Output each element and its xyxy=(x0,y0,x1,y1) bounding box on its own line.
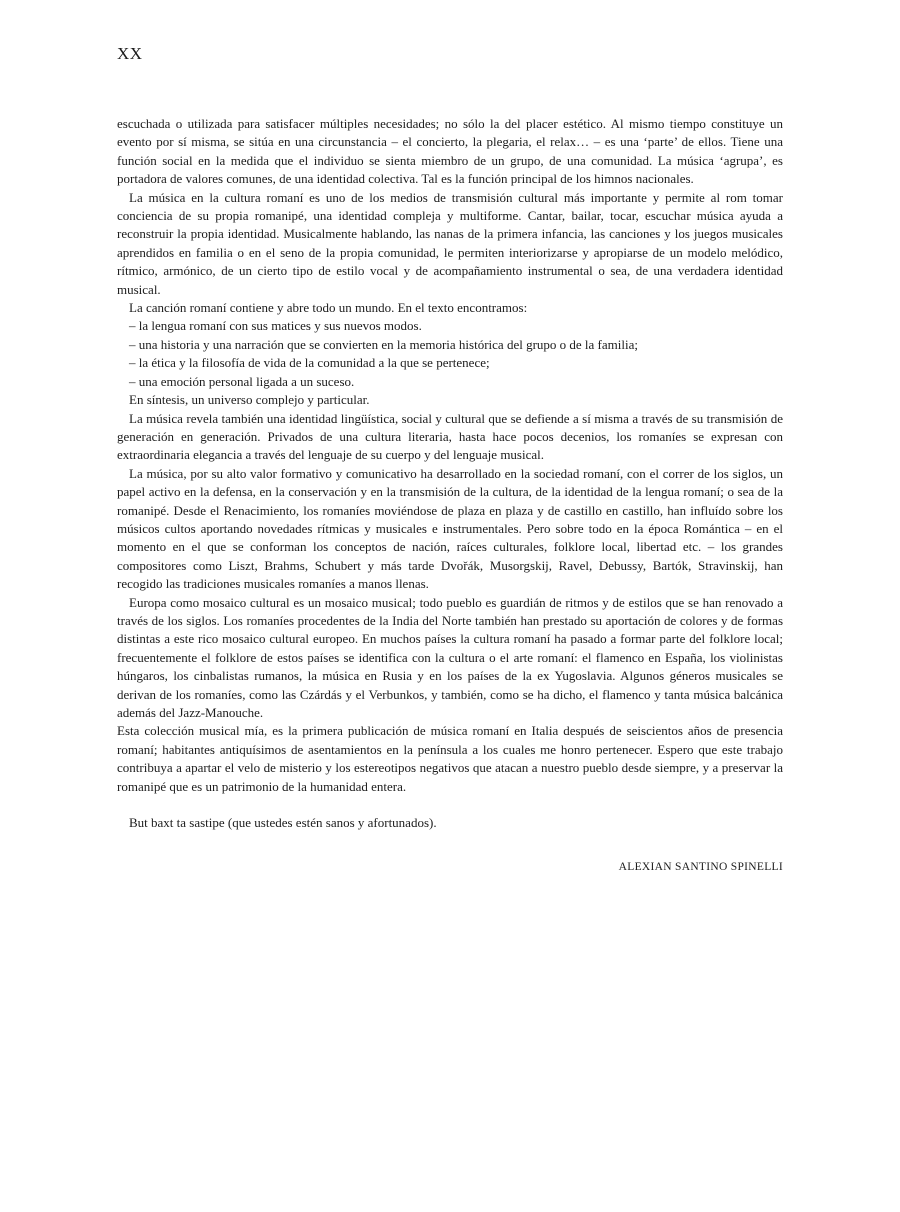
list-item: – la ética y la filosofía de vida de la comunidad a la que se pertenece; xyxy=(129,355,490,371)
paragraph-synthesis: En síntesis, un universo complejo y particular. xyxy=(129,392,370,408)
paragraph-collection: Esta colección musical mía, es la primera publicación de música romaní en Italia después de seiscientos años de presencia romaní; habitantes antiquísimos de asentamientos en la península a los cuales me honro pertenecer. Espero que este trabajo contribuya a apartar el velo de misterio y los estereotipos negativos que atacan a nuestro pueblo desde siempre, y a preservar la romanipé que es un patrimonio de la humanidad entera. xyxy=(117,723,783,794)
body-text xyxy=(117,115,783,877)
list-item: – la lengua romaní con sus matices y sus nuevos modos. xyxy=(129,318,422,334)
paragraph-linguistic-identity: La música revela también una identidad lingüística, social y cultural que se defiende a sí misma a través de su transmisión de generación en generación. Privados de una cultura literaria, hasta hace pocos decenios, los romaníes se expresan con extraordinaria elegancia a través del lenguaje de su cuerpo y del lenguaje musical. xyxy=(117,410,783,463)
page-number: XX xyxy=(117,44,143,63)
paragraph-formative-value: La música, por su alto valor formativo y comunicativo ha desarrollado en la sociedad romaní, con el correr de los siglos, un papel activo en la defensa, en la conservación y en la transmisión de la cultura, de la identidad de la lengua romaní; o sea de la romanipé. Desde el Renacimiento, los romaníes moviéndose de plaza en plaza y de castillo en castillo, han influído sobre los músicos cultos aportando novedades rítmicas y musicales e instrumentales. Pero sobre todo en la época Romántica – en el momento en el que se conforman los conceptos de nación, raíces culturales, folklore local, libertad etc. – los grandes compositores como Liszt, Brahms, Schubert y más tarde Dvořák, Musorgskij, Ravel, Debussy, Bartók, Stravinskij, han recogido las tradiciones musicales romaníes a manos llenas. xyxy=(117,465,783,592)
paragraph-european-mosaic: Europa como mosaico cultural es un mosaico musical; todo pueblo es guardián de ritmos y de estilos que se han renovado a través de los siglos. Los romaníes procedentes de la India del Norte también han prestado su aportación de colores y de formas distintas a este rico mosaico cultural europeo. En muchos países la cultura romaní ha pasado a formar parte del folklore local; frecuentemente el folklore de estos países se identifica con la cultura o el arte romaní: el flamenco en España, los violinistas húngaros, los cinbalistas rumanos, la música en Rusia y en los países de la ex Yugoslavia. Algunos géneros musicales se derivan de los romaníes, como las Czárdás y el Verbunkos, y también, como se ha dicho, el flamenco y tanta música balcánica además del Jazz-Manouche. xyxy=(117,594,783,720)
author-signature: ALEXIAN SANTINO SPINELLI xyxy=(618,861,783,874)
paragraph-romani-song: La canción romaní contiene y abre todo un mundo. En el texto encontramos: xyxy=(129,300,528,316)
list-item: – una historia y una narración que se convierten en la memoria histórica del grupo o de la familia; xyxy=(129,336,638,352)
closing-line: But baxt ta sastipe (que ustedes estén sanos y afortunados). xyxy=(129,815,437,831)
paragraph-intro: escuchada o utilizada para satisfacer múltiples necesidades; no sólo la del placer estético. Al mismo tiempo constituye un evento por sí misma, se sitúa en una circunstancia – el concierto, la plegaria, el relax… – es una ‘parte’ de ellos. Tiene una función social en la medida que el individuo se sienta miembro de un grupo, de una comunidad. La música ‘agrupa’, es portadora de valores comunes, de una identidad colectiva. Tal es la función principal de los himnos nacionales. xyxy=(117,116,783,187)
list-item: – una emoción personal ligada a un suceso. xyxy=(129,373,355,389)
paragraph-romani-music-identity: La música en la cultura romaní es uno de los medios de transmisión cultural más importante y permite al rom tomar conciencia de su propia romanipé, una identidad compleja y multiforme. Cantar, bailar, tocar, escuchar música ayuda a reconstruir la propia identidad. Musicalmente hablando, las nanas de la primera infancia, las canciones y los juegos musicales aprendidos en familia o en el seno de la propia comunidad, le permiten interiorizarse y apropiarse de un modelo melódico, rítmico, armónico, de un cierto tipo de estilo vocal y de acompañamiento instrumental o sea, de una verdadera identidad musical. xyxy=(117,189,783,297)
